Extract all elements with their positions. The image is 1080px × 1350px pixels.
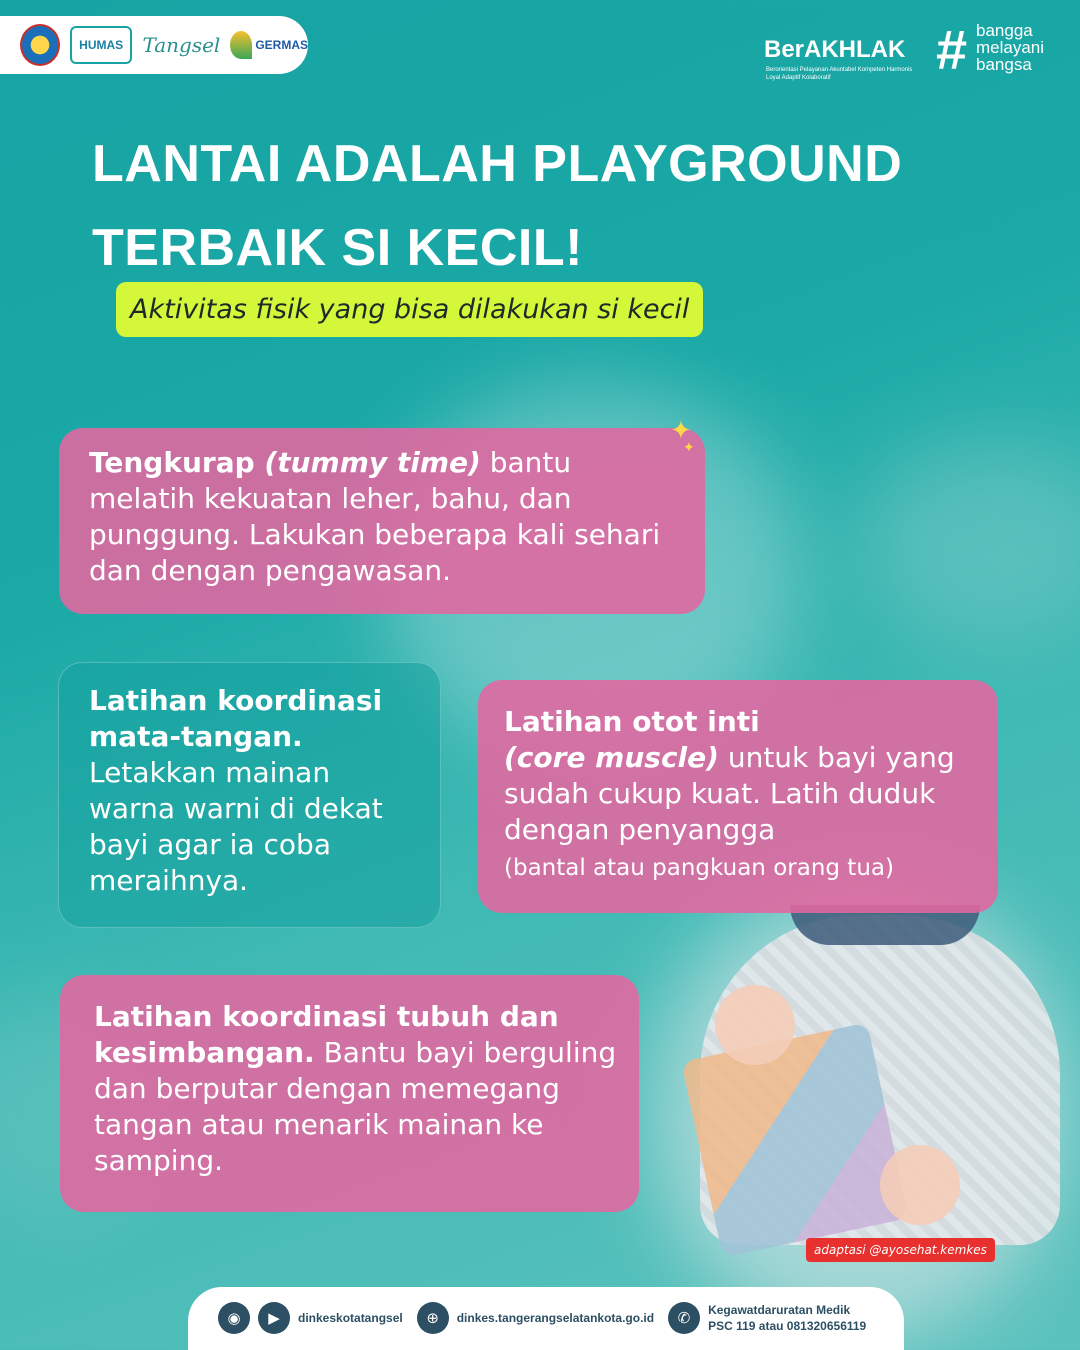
city-seal-logo bbox=[20, 24, 60, 66]
footer-contact-bar bbox=[188, 1287, 904, 1350]
tip-card-balance bbox=[60, 975, 639, 1212]
tip-heading: Latihan koordinasi mata-tangan. bbox=[89, 684, 383, 753]
hashtag-icon: # bbox=[936, 18, 968, 81]
tangsel-logo: Tangsel bbox=[142, 33, 221, 57]
credit-badge: adaptasi @ayosehat.kemkes bbox=[806, 1238, 995, 1262]
berakhlak-tagline: Berorientasi Pelayanan Akuntabel Kompeten Harmonis Loyal Adaptif Kolaboratif bbox=[766, 67, 913, 81]
tip-card-eye-hand bbox=[58, 662, 441, 928]
tip-heading-italic: (core muscle) bbox=[504, 741, 719, 774]
tip-body: Bantu bayi berguling dan berputar dengan memegang tangan atau menarik mainan ke samping. bbox=[94, 1036, 617, 1177]
partner-logos bbox=[0, 16, 308, 74]
website-link[interactable]: dinkes.tangerangselatankota.go.id bbox=[456, 1311, 655, 1325]
tip-heading-italic: (tummy time) bbox=[264, 446, 481, 479]
play-icon[interactable]: ▶ bbox=[258, 1302, 290, 1334]
tip-body: bantu melatih kekuatan leher, bahu, dan punggung. Lakukan beberapa kali sehari dan dengan pengawasan. bbox=[89, 446, 661, 587]
puzzle-toy-photo bbox=[681, 1022, 908, 1257]
bangga-word: bangga bbox=[976, 21, 1033, 40]
sparkle-icon: ✦ bbox=[683, 440, 695, 456]
berakhlak-logo: BerAKHLAK bbox=[764, 36, 906, 63]
germas-mark-icon bbox=[230, 31, 252, 59]
emergency-numbers[interactable]: PSC 119 atau 081320656119 bbox=[708, 1319, 867, 1333]
tip-heading: Tengkurap bbox=[89, 446, 265, 479]
page-title bbox=[92, 122, 1012, 290]
subtitle-badge: Aktivitas fisik yang bisa dilakukan si kecil bbox=[116, 282, 703, 337]
title-line-1: LANTAI ADALAH PLAYGROUND bbox=[92, 135, 903, 193]
tip-body: Letakkan mainan warna warni di dekat bayi agar ia coba meraihnya. bbox=[89, 756, 383, 897]
tip-card-core-muscle bbox=[478, 680, 998, 913]
title-line-2: TERBAIK SI KECIL! bbox=[92, 219, 583, 277]
bangga-melayani-bangsa-logo bbox=[976, 22, 1044, 73]
phone-icon[interactable]: ✆ bbox=[668, 1302, 700, 1334]
camera-icon[interactable]: ◉ bbox=[218, 1302, 250, 1334]
humas-logo: HUMAS bbox=[70, 26, 133, 64]
globe-icon[interactable]: ⊕ bbox=[417, 1302, 449, 1334]
bangsa-word: bangsa bbox=[976, 55, 1032, 74]
emergency-title: Kegawatdaruratan Medik bbox=[708, 1303, 851, 1317]
tip-note: (bantal atau pangkuan orang tua) bbox=[504, 855, 894, 881]
social-handle[interactable]: dinkeskotatangsel bbox=[298, 1311, 403, 1325]
baby-hand-photo bbox=[880, 1145, 960, 1225]
tip-card-tummy-time bbox=[59, 428, 705, 614]
sparkle-icon: ✦ bbox=[670, 416, 692, 446]
germas-logo-text: GERMAS bbox=[255, 38, 308, 52]
background-blob bbox=[860, 440, 1080, 640]
germas-logo bbox=[230, 31, 308, 59]
tip-heading: Latihan koordinasi tubuh dan kesimbangan. bbox=[94, 1000, 559, 1069]
emergency-contact bbox=[708, 1302, 866, 1334]
tip-heading: Latihan otot inti bbox=[504, 705, 760, 738]
baby-hand-photo bbox=[715, 985, 795, 1065]
melayani-word: melayani bbox=[976, 38, 1045, 57]
tip-body: untuk bayi yang sudah cukup kuat. Latih duduk dengan penyangga bbox=[504, 741, 955, 846]
